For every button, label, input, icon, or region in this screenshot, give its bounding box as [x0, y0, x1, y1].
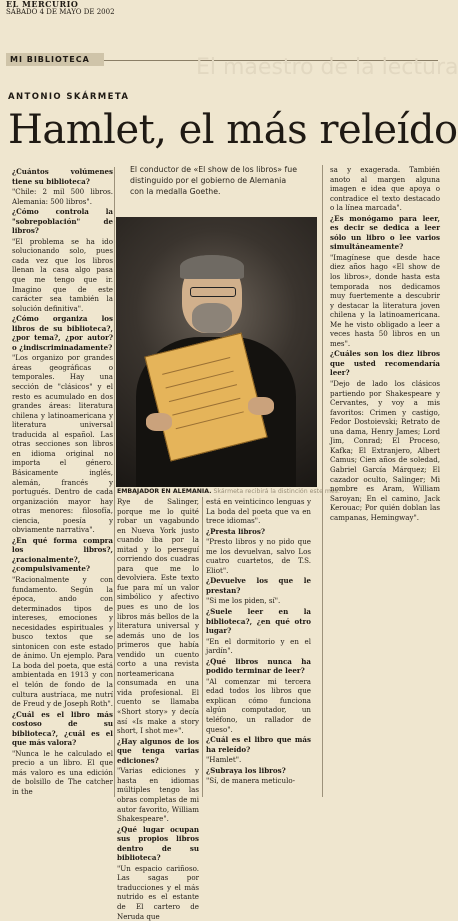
- interview-question: ¿Cuál es el libro más costoso de su biblioteca?, ¿cuál es el que más valora?: [12, 709, 113, 748]
- interview-answer: Rye de Salinger, porque me lo quité robar un vagabundo en Nueva York justo cuando iba por la mitad y lo perseguí corriendo dos cuadras para que me lo devolviera. Este texto fue para mí un valor simbólico y afectivo pues es uno de los libros más bellos de la literatura universal y además uno de los primeros que había vendido un cuento corto a una revista norteamericana consumada en una vida profesional. El cuento se llamaba «Short story» y decía así «Is make a story short, I shot me»".: [117, 497, 199, 736]
- book-line: [172, 398, 240, 416]
- interview-answer: "Dejo de lado los clásicos partiendo por Shakespeare y Cervantes, y voy a mis favoritos: Crimen y castigo, Fedor Dostoievski; Retrato de una dama, Henry James; Lord Jim, Conrad; El Proceso, Kafka; El Extranjero, Albert Camus; Cien años de soledad, Gabriel García Márquez; El cazador oculto, Salinger; Mi nombre es Aram, William Saroyan; En el camino, Jack Kerouac; Por quién doblan las campanas, Hemingway".: [330, 379, 440, 522]
- background-title: El maestro de la lectura: [196, 55, 458, 80]
- interview-answer: "En el dormitorio y en el jardín".: [206, 636, 311, 656]
- column-rule: [322, 165, 323, 797]
- interview-answer: "Los organizo por grandes áreas geográficas o temporales. Hay una sección de "clásicos" y el resto es acumulado en dos grandes áreas: literatura chilena y latinoamericana y literatura universal traducida al español. Las otras secciones son libros en idioma original no importa el género. Básicamente inglés, alemán, francés y portugués. Dentro de cada organización mayor hay otras menores: filosofía, ciencia, poesía y obviamente narrativa".: [12, 353, 113, 535]
- interview-question: ¿Hay algunos de los que tenga varias ediciones?: [117, 736, 199, 765]
- interview-question: ¿Es monógamo para leer, es decir se dedica a leer sólo un libro o lee varios simultáneamente?: [330, 213, 440, 252]
- book-line: [166, 371, 234, 389]
- book-line: [176, 411, 244, 429]
- article-column-4: [330, 165, 440, 797]
- masthead: [6, 0, 115, 16]
- interview-answer: "Imagínese que desde hace diez años hago «El show de los libros», donde hasta esta temporada nos dedicamos muy fuertemente a descubrir y destacar la literatura joven chilena y la latinoamericana. Me he visto obligado a leer a veces hasta 50 libros en un mes".: [330, 252, 440, 348]
- interview-answer: "Chile: 2 mil 500 libros. Alemania: 500 libros".: [12, 187, 113, 206]
- photo-hand-right: [248, 397, 274, 415]
- article-column-2: [117, 497, 199, 921]
- interview-question: ¿Qué lugar ocupan sus propios libros dentro de su biblioteca?: [117, 824, 199, 863]
- section-tag: MI BIBLIOTECA: [6, 53, 104, 66]
- interview-answer: "Hamlet".: [206, 755, 242, 765]
- column-rule: [114, 167, 115, 797]
- interview-answer: "Sí, de manera meticulo-: [206, 776, 296, 786]
- column-rule: [202, 497, 203, 797]
- interview-question: ¿Cuántos volúmenes tiene su biblioteca?: [12, 167, 113, 186]
- photo-beard-shape: [192, 303, 232, 333]
- interview-answer: "El problema se ha ido solucionando solo, pues cada vez que los libros llenan la casa algo pasa que me tengo que ir. Imagino que de este carácter sea también la solución definitiva".: [12, 236, 113, 313]
- interview-question: ¿Subraya los libros?: [206, 765, 286, 775]
- interview-answer: "Un espacio cariñoso. Las sagas por traducciones y el más nutrido es el estante de El cartero de Neruda que: [117, 863, 199, 921]
- interview-question: ¿En qué forma compra los libros?, ¿racionalmente?, ¿compulsivamente?: [12, 535, 113, 574]
- interview-answer: "Racionalmente y con fundamento. Según la época, ando con determinados tipos de intereses, emociones y necesidades espirituales y busco textos que se sintonicen con este estado de ánimo. Un ejemplo. Para La boda del poeta, que está ambientada en 1913 y con el telón de fondo de la cultura austríaca, me nutrí de Freud y de Joseph Roth".: [12, 574, 113, 709]
- newspaper-name: EL MERCURIO: [6, 0, 79, 9]
- interview-answer: está en veinticinco lenguas y La boda del poeta que va en trece idiomas".: [206, 497, 311, 526]
- interview-question: ¿Cómo organiza los libros de su biblioteca?, ¿por tema?, ¿por autor? o ¿indiscriminadamente?: [12, 314, 113, 352]
- deck: El conductor de «El show de los libros» fue distinguido por el gobierno de Alemania con la medalla Goethe.: [130, 165, 298, 196]
- interview-answer: "Presto libros y no pido que me los devuelvan, salvo Los cuatro cuartetos, de T.S. Eliot".: [206, 537, 311, 575]
- issue-date: SÁBADO 4 DE MAYO DE 2002: [6, 8, 115, 16]
- photo-hair-top-shape: [180, 255, 244, 279]
- book-line: [169, 384, 237, 402]
- interview-question: ¿Suele leer en la biblioteca?, ¿en qué otro lugar?: [206, 607, 311, 636]
- interview-question: ¿Cuáles son los diez libros que usted recomendaría leer?: [330, 349, 440, 378]
- interview-question: ¿Cuál es el libro que más ha releído?: [206, 735, 311, 754]
- photo-caption: [117, 488, 340, 496]
- book-line: [162, 357, 230, 375]
- article-column-3: [206, 497, 311, 797]
- photo-hand-left: [146, 413, 172, 431]
- interview-question: ¿Cómo controla la "sobrepoblación" de libros?: [12, 207, 113, 236]
- interview-answer: "Al comenzar mi tercera edad todos los libros que explican cómo funciona algún computador, un teléfono, un rallador de queso".: [206, 676, 311, 734]
- byline: ANTONIO SKÁRMETA: [8, 92, 130, 102]
- caption-head: EMBAJADOR EN ALEMANIA.: [117, 488, 212, 495]
- photo-glasses-shape: [190, 287, 236, 297]
- caption-text: Skármeta recibirá la distinción este mes.: [213, 488, 340, 495]
- headline: Hamlet, el más releído: [8, 107, 458, 153]
- interview-question: ¿Presta libros?: [206, 526, 266, 536]
- interview-answer: "Si me los piden, sí".: [206, 596, 281, 606]
- article-column-1: [12, 167, 113, 797]
- interview-answer: "Nunca le he calculado el precio a un libro. El que más valoro es una edición de bolsillo de The catcher in the: [12, 748, 113, 796]
- interview-question: ¿Devuelve los que le prestan?: [206, 576, 311, 595]
- interview-question: ¿Qué libros nunca ha podido terminar de leer?: [206, 656, 311, 676]
- interview-answer: sa y exagerada. También anoto al margen alguna imagen e idea que apoya o contradice el texto destacado o la línea marcada".: [330, 165, 440, 213]
- author-photo: [116, 217, 317, 487]
- interview-answer: "Varias ediciones y hasta en idiomas múltiples tengo las obras completas de mi autor favorito, William Shakespeare".: [117, 766, 199, 824]
